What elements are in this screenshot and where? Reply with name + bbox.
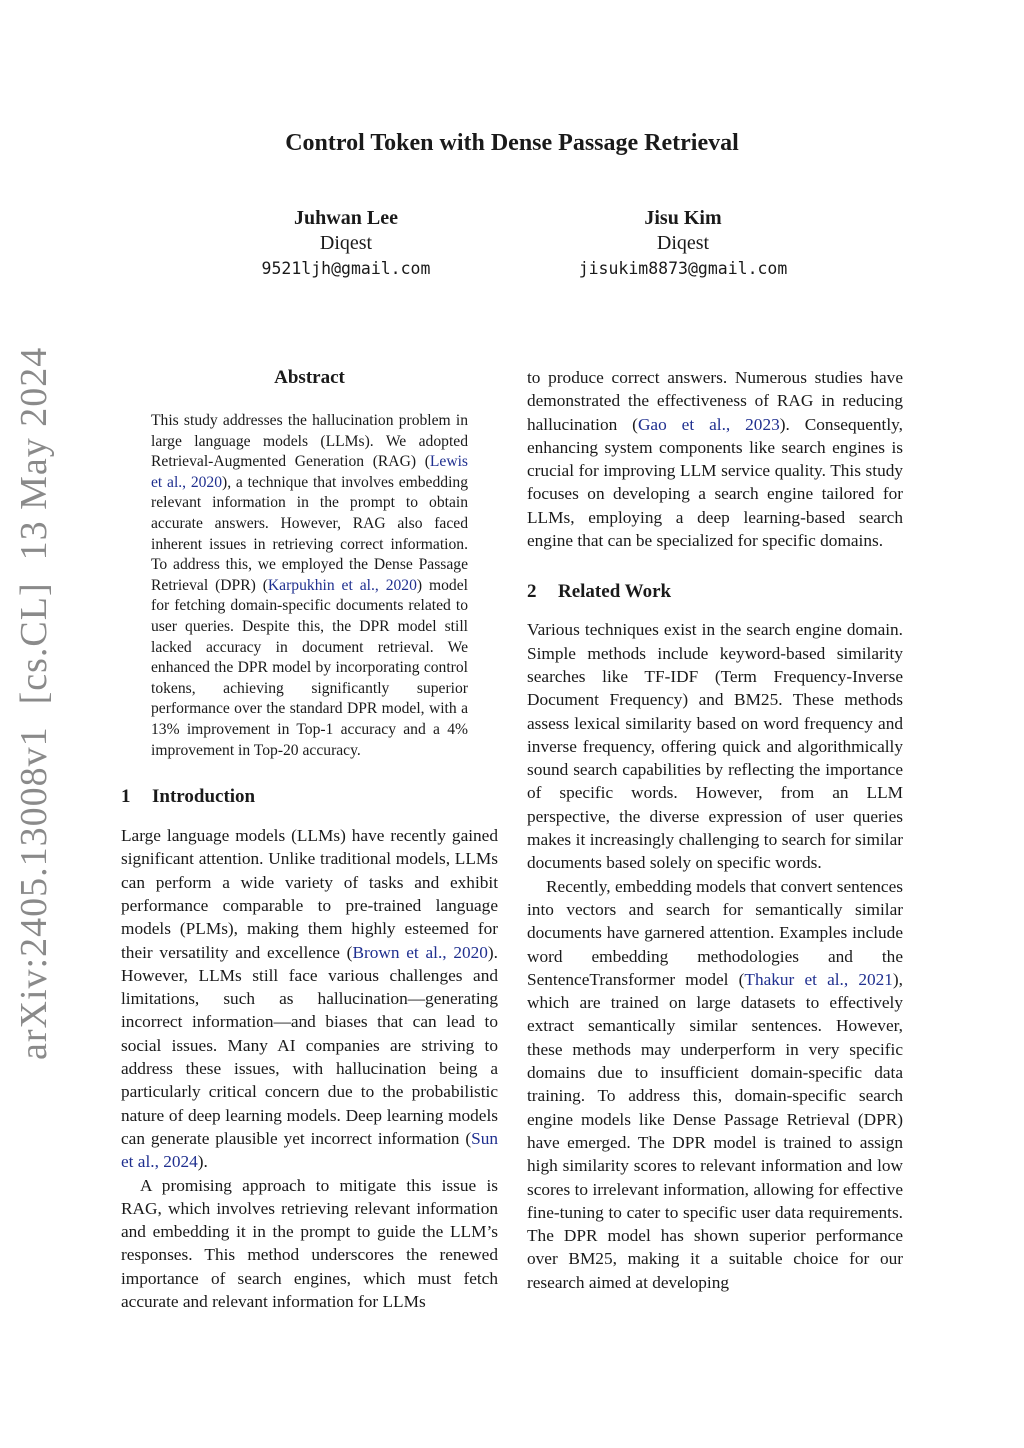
paper-title: Control Token with Dense Passage Retrieval [285, 130, 739, 156]
left-column [121, 364, 498, 1313]
arxiv-id: arXiv:2405.13008v1 [13, 726, 55, 1060]
paragraph-text: Large language models (LLMs) have recently gained significant attention. Unlike traditional models, LLMs can perform a wide variety of tasks and exhibit performance comparable to pre-trained language models (PLMs), making them highly esteemed for their versatility and excellence ( [121, 826, 498, 962]
section-title: Related Work [558, 581, 672, 603]
abstract-text-part: This study addresses the hallucination problem in large language models (LLMs). We adopted Retrieval-Augmented Generation (RAG) ( [151, 412, 468, 471]
paragraph-text: to produce correct answers. Numerous studies have demonstrated the effectiveness of RAG in reducing hallucination ( [527, 368, 903, 434]
arxiv-category: [cs.CL] [13, 582, 55, 705]
author-email[interactable]: jisukim8873@gmail.com [578, 259, 788, 278]
citation-link[interactable]: Gao et al., 2023 [637, 414, 780, 434]
author-affiliation: Diqest [656, 232, 710, 254]
section-heading-introduction [121, 785, 498, 809]
author-name: Jisu Kim [644, 207, 722, 229]
paragraph-text: ). Consequently, enhancing system components like search engines is crucial for improving LLM service quality. This study focuses on developing a search engine tailored for LLMs, employing a deep learning-based search engine that can be specialized for specific domains. [527, 414, 903, 551]
paragraph [527, 366, 903, 552]
citation-link[interactable]: Lewis et al., 2020 [151, 453, 468, 491]
citation-link[interactable]: Brown et al., 2020 [352, 942, 488, 962]
author-affiliation: Diqest [319, 232, 373, 254]
author-email[interactable]: 9521ljh@gmail.com [261, 259, 431, 278]
paragraph: A promising approach to mitigate this issue is RAG, which involves retrieving relevant information and embedding it in the prompt to guide the LLM’s responses. This method underscores the renewed importance of search engines, which must fetch accurate and relevant information for LLMs [121, 1175, 498, 1312]
section-heading-related-work [527, 580, 903, 604]
section-number: 1 [121, 786, 131, 808]
paragraph-text: ), which are trained on large datasets to effectively extract semantically similar sentences. However, these methods may underperform in very specific domains due to insufficient domain-specific data training. To address this, domain-specific search engine models like Dense Passage Retrieval (DPR) have emerged. The DPR model is trained to assign high similarity scores to relevant information and low scores to irrelevant information, allowing for effective fine-tuning to cater to specific user data requirements. The DPR model has shown superior performance over BM25, making it a suitable choice for our research aimed at developing [527, 969, 903, 1292]
arxiv-stamp [12, 325, 56, 1060]
arxiv-date: 13 May 2024 [13, 346, 55, 561]
right-column [527, 366, 903, 1294]
section-title: Introduction [152, 786, 256, 808]
section-number: 2 [527, 581, 537, 603]
paragraph-text: Recently, embedding models that convert sentences into vectors and search for semantically similar documents have garnered attention. Examples include word embedding methodologies and the SentenceTransformer model ( [527, 876, 903, 989]
abstract-heading: Abstract [274, 367, 345, 388]
author-block [513, 206, 853, 281]
author-name: Juhwan Lee [294, 207, 398, 229]
paragraph-text: ). [197, 1152, 208, 1172]
paragraph-text: ). However, LLMs still face various challenges and limitations, such as hallucination—generating incorrect information—and biases that can lead to social issues. Many AI companies are striving to address these issues, with hallucination being a particularly critical concern due to the probabilistic nature of deep learning models. Deep learning models can generate plausible yet incorrect information ( [121, 942, 498, 1148]
citation-link[interactable]: Thakur et al., 2021 [744, 969, 893, 989]
paragraph [121, 824, 498, 1173]
paragraph [527, 875, 903, 1294]
paragraph: Various techniques exist in the search engine domain. Simple methods include keyword-based similarity searches like TF-IDF (Term Frequency-Inverse Document Frequency) and BM25. These methods assess lexical similarity based on word frequency and inverse frequency, offering quick and algorithmically sound search capabilities by reflecting the importance of specific words. However, from an LLM perspective, the diverse expression of user queries makes it increasingly challenging to search for similar documents based solely on specific words. [527, 620, 903, 873]
abstract-text-part: ) model for fetching domain-specific documents related to user queries. Despite this, the DPR model still lacked accuracy in document retrieval. We enhanced the DPR model by incorporating control tokens, achieving significantly superior performance over the standard DPR model, with a 13% improvement in Top-1 accuracy and a 4% improvement in Top-20 accuracy. [151, 576, 468, 759]
abstract-text [151, 411, 468, 761]
author-block [176, 206, 516, 281]
citation-link[interactable]: Karpukhin et al., 2020 [267, 576, 417, 594]
citation-link[interactable]: Sun et al., 2024 [121, 1128, 498, 1172]
abstract-text-part: ), a technique that involves embedding relevant information in the prompt to obtain accurate answers. However, RAG also faced inherent issues in retrieving correct information. To address this, we employed the Dense Passage Retrieval (DPR) ( [151, 473, 468, 594]
